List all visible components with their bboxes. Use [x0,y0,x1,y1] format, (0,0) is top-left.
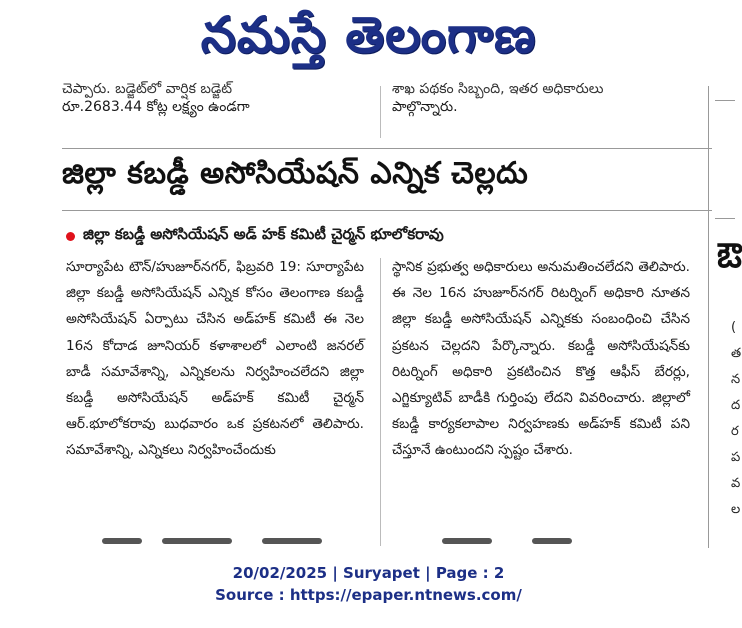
article-column-left: సూర్యాపేట టౌన్/హుజూర్‌నగర్, ఫిబ్రవరి 19: సూర్యాపేట జిల్లా కబడ్డీ అసోసియేషన్ ఎన్నిక కోసం తెలంగాణ కబడ్డీ అసోసియేషన్ ఏర్పాటు చేసిన అడ్‌హక్ కమిటీ ఈ నెల 16న కోదాడ జూనియర్ కళాశాలలో ఎలాంటి జనరల్ బాడీ సమావేశాన్ని, ఎన్నికలను నిర్వహించలేదని జిల్లా కబడ్డీ అసోసియేషన్ అడ్‌హక్ కమిటీ చైర్మన్ ఆర్.భూలోకరావు బుధవారం ఒక ప్రకటనలో తెలిపారు. సమావేశాన్ని, ఎన్నికలు నిర్వహించేందుకు [66,259,364,459]
text-fragment: వ [731,476,741,491]
page-footer [0,562,737,606]
bullet-icon [66,232,75,241]
article-body [62,254,712,546]
cut-text-line: చెప్పారు. బడ్జెట్‌లో వార్షిక బడ్జెట్ [62,81,233,97]
text-fragment: త [731,346,742,361]
text-line: పాల్గొన్నారు. [392,99,458,115]
text-line: రూ.2683.44 కోట్ల లక్ష్యం ఉండగా [62,99,250,115]
section-rule [62,148,712,149]
text-fragment: ద [731,398,741,413]
column-divider [380,258,381,546]
text-fragment: ప [731,450,741,465]
article-headline: జిల్లా కబడ్డీ అసోసియేషన్ ఎన్నిక చెల్లదు [62,156,529,191]
previous-article-fragment [62,81,712,142]
section-rule [62,210,712,211]
text-fragment: ర [731,424,739,439]
source-link[interactable]: Source : https://epaper.ntnews.com/ [215,586,522,604]
previous-article-right [392,76,692,120]
newspaper-logo: నమస్తే తెలంగాణ [200,5,537,64]
column-divider [380,86,381,138]
newspaper-clipping [62,81,712,548]
divider [715,218,735,219]
next-article-fragment [62,538,712,548]
subhead-text: జిల్లా కబడ్డీ అసోసియేషన్ అడ్ హక్ కమిటీ చైర్మన్ భూలోకరావు [83,225,444,243]
text-fragment: న [731,372,741,387]
masthead [0,0,737,82]
text-fragment: ( [731,320,737,335]
adjacent-article-strip [708,86,742,548]
publication-info: 20/02/2025 | Suryapet | Page : 2 [232,564,505,582]
article-subhead [66,225,706,247]
divider [715,100,735,101]
article-column-right: స్థానిక ప్రభుత్వ అధికారులు అనుమతించలేదని తెలిపారు. ఈ నెల 16న హుజూర్‌నగర్ రిటర్నింగ్ అధికారి నూతన జిల్లా కబడ్డీ అసోసియేషన్ ఎన్నికకు సంబంధించి చేసిన ప్రకటన చెల్లదని పేర్కొన్నారు. కబడ్డీ అసోసియేషన్‌కు రిటర్నింగ్ అధికారి ప్రకటించిన కొత్త ఆఫీస్ బేరర్లు, ఎగ్జిక్యూటివ్ బాడీకి గుర్తింపు లేదని వివరించారు. జిల్లాలో కబడ్డీ కార్యకలాపాల నిర్వహణకు అడ్‌హక్ కమిటీ పని చేస్తూనే ఉంటుందని స్పష్టం చేశారు. [392,259,691,459]
cut-text-line: శాఖ పథకం సిబ్బంది, ఇతర అధికారులు [392,81,604,97]
text-fragment: ల [731,502,741,517]
previous-article-left [62,76,362,120]
adjacent-headline-fragment: ఔ [717,236,742,276]
